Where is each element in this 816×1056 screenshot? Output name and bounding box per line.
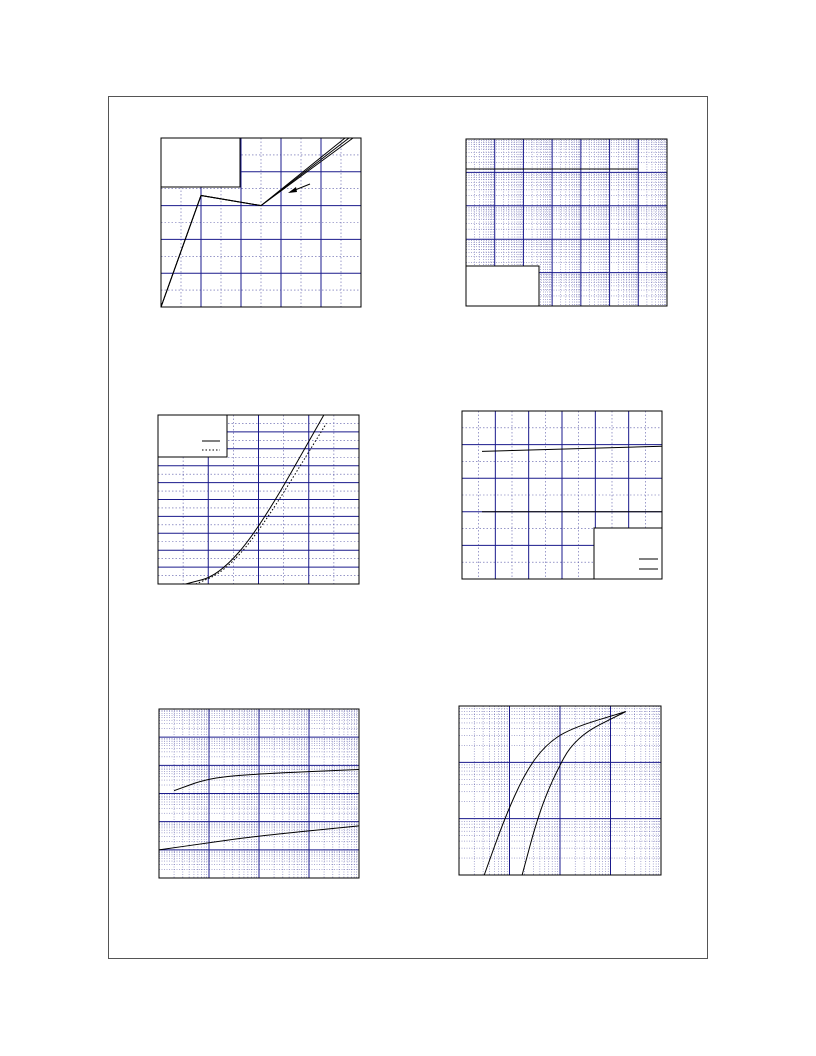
chart-5-grid (159, 709, 359, 878)
chart-1-legend-box (161, 138, 240, 187)
chart-6 (458, 705, 662, 876)
chart-5 (158, 708, 360, 879)
chart-2 (465, 138, 668, 307)
chart-3 (157, 414, 360, 585)
chart-1 (160, 137, 362, 308)
chart-2-legend-box (466, 266, 539, 306)
chart-3-legend-box (158, 415, 227, 457)
chart-6-grid (459, 706, 661, 875)
chart-4-legend-box (594, 528, 662, 579)
chart-4 (461, 410, 663, 580)
chart-4-series-1-line (482, 446, 662, 451)
